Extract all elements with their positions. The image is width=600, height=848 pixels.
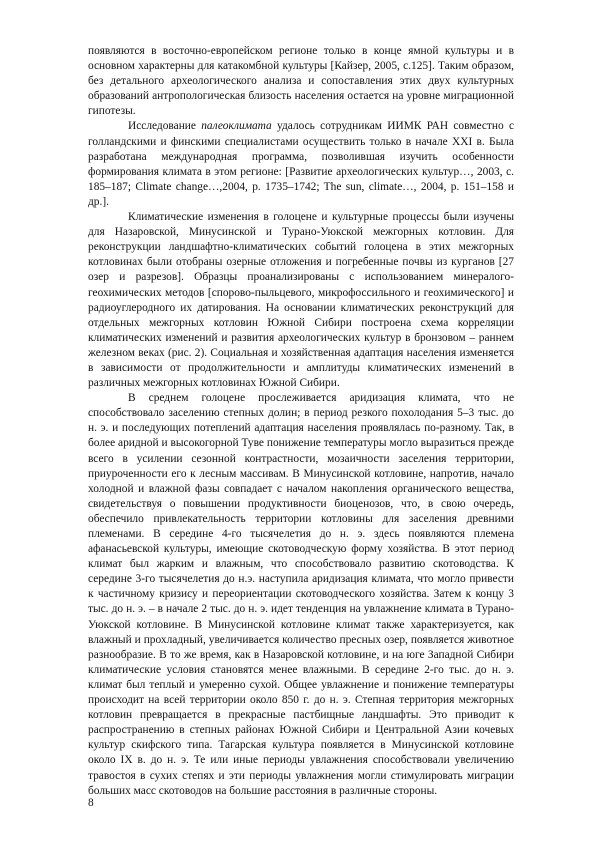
page-number: 8	[88, 797, 94, 809]
body-text	[88, 44, 514, 799]
paleoclimate-term: палеоклимата	[201, 120, 272, 133]
paragraph-3-text: Климатические изменения в голоцене и культурные процессы были изучены для Назаровской, Минусинской и Турано-Уюкской межгорных котловин. Для реконструкции ландшафтно-климатических событий голоцена в этих межгорных котловинах были отобраны озерные отложения и погребенные почвы из курганов [27 озер и разрезов]. Образцы проанализированы с использованием минералого-геохимических методов [спорово-пыльцевого, микрофоссильного и геохимического] и радиоуглеродного их датирования. На основании климатических реконструкций для отдельных межгорных котловин Южной Сибири построена схема корреляции климатических изменений и развития археологических культур в бронзовом – раннем железном веках (рис. 2). Социальная и хозяйственная адаптация населения изменяется в зависимости от продолжительности и амплитуды климатических изменений в различных межгорных котловинах Южной Сибири.	[88, 211, 514, 390]
paragraph-4	[88, 391, 514, 799]
paragraph-4-text: В среднем голоцене прослеживается аридизация климата, что не способствовало заселению степных долин; в период резкого похолодания 5–3 тыс. до н. э. и последующих потеплений адаптация населения проявлялась по-разному. Так, в более аридной и высокогорной Туве понижение температуры могло выразиться прежде всего в усилении сезонной контрастности, мозаичности заселения территории, приуроченности его к лесным массивам. В Минусинской котловине, напротив, начало холодной и влажной фазы совпадает с началом накопления органического вещества, свидетельствуя о повышении продуктивности биоценозов, что, в свою очередь, обеспечило привлекательность территории котловины для заселения древними племенами. В середине 4-го тысячелетия до н. э. здесь появляются племена афанасьевской культуры, имеющие скотоводческую форму хозяйства. В этот период климат был жарким и влажным, что способствовало развитию скотоводства. К середине 3-го тысячелетия до н.э. наступила аридизация климата, что могло привести к частичному кризису и переориентации скотоводческого хозяйства. Затем к концу 3 тыс. до н. э. – в начале 2 тыс. до н. э. идет тенденция на увлажнение климата в Турано-Уюкской котловине. В Минусинской котловине климат также характеризуется, как влажный и прохладный, увеличивается количество пресных озер, появляется животное разнообразие. В то же время, как в Назаровской котловине, и на юге Западной Сибири климатические условия становятся менее влажными. В середине 2-го тыс. до н. э. климат был теплый и умеренно сухой. Общее увлажнение и понижение температуры происходит на всей территории около 850 г. до н. э. Степная территория межгорных котловин превращается в прекрасные пастбищные ландшафты. Это приводит к распространению в степных районах Южной Сибири и Центральной Азии кочевых культур скифского типа. Тагарская культура появляется в Минусинской котловине около IX в. до н. э. Те или иные периоды увлажнения способствовали увеличению травостоя в сухих степях и эти периоды увлажнения могли стимулировать миграции больших масс скотоводов на большие расстояния в различные стороны.	[88, 392, 514, 797]
paragraph-2-text-start: Исследование	[128, 120, 202, 133]
paragraph-2-text-end: удалось сотрудникам ИИМК РАН совместно с голландскими и финскими специалистами осуществить только в начале XXI в. Была разработана международная программа, позволившая изучить особенности формирования климата в этом регионе: [Развитие археологических культур…, 2003, с. 185–187; Climate change…,2004, p. 1735–1742; The sun, climate…, 2004, p. 151–158 и др.].	[88, 120, 514, 208]
paragraph-1	[88, 44, 514, 119]
paragraph-1-text: появляются в восточно-европейском регионе только в конце ямной культуры и в основном характерны для катакомбной культуры [Кайзер, 2005, с.125]. Таким образом, без детального археологического анализа и сопоставления этих двух культурных образований антропологическая близость населения остается на уровне миграционной гипотезы.	[88, 45, 514, 118]
paragraph-2	[88, 119, 514, 210]
paragraph-3	[88, 210, 514, 391]
